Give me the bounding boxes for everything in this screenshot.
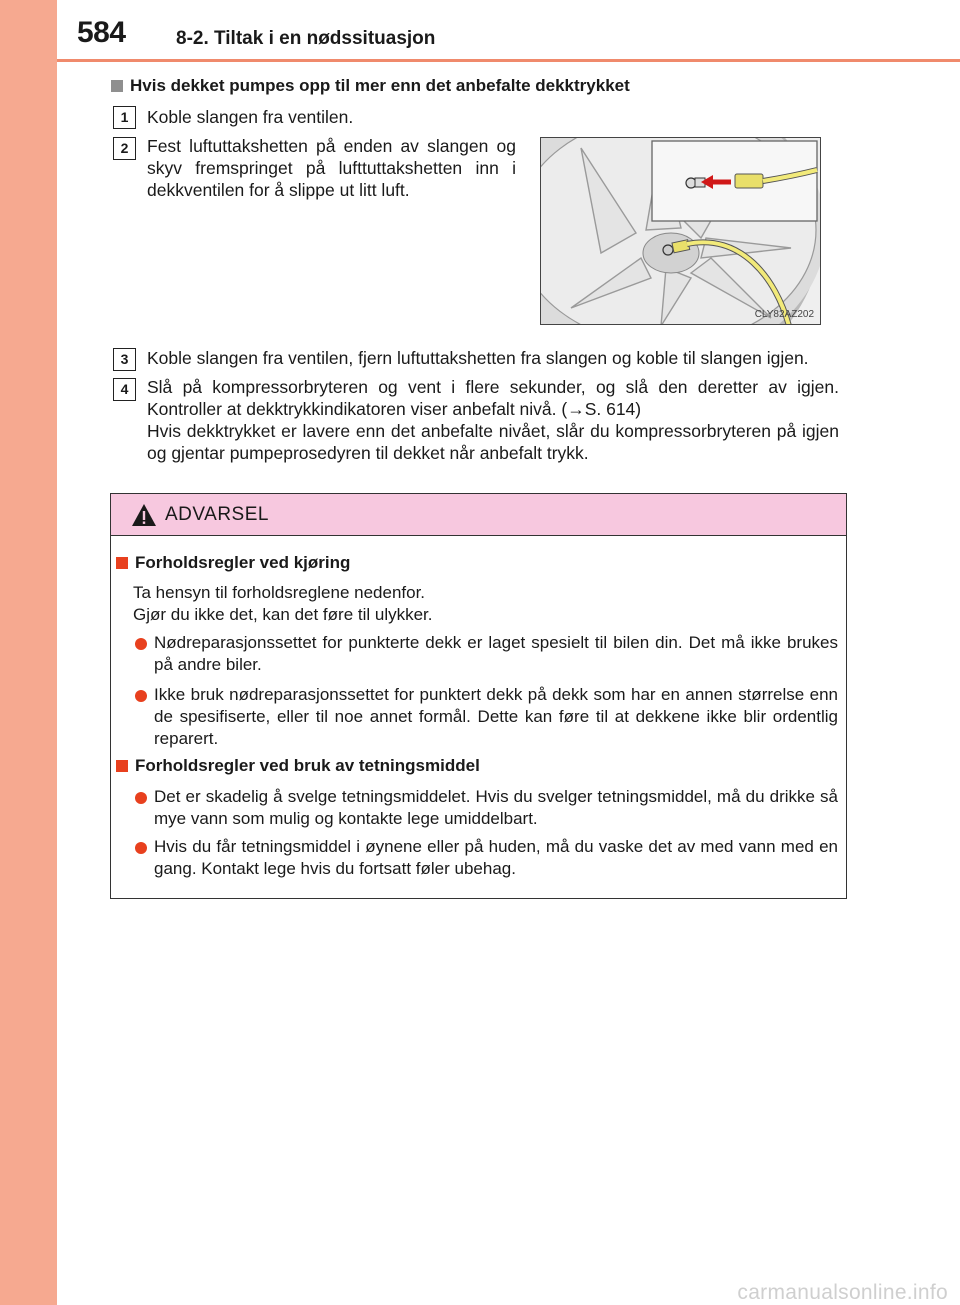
- tire-illustration: [541, 138, 821, 325]
- warning-intro-line-2: Gjør du ikke det, kan det føre til ulykker.: [133, 605, 433, 624]
- round-bullet-icon: [135, 690, 147, 702]
- step-text-4-line2: Hvis dekktrykket er lavere enn det anbefalte nivået, slår du kompressorbryteren på igjen og gjentar pumpeprosedyren til dekket når anbefalt trykk.: [147, 421, 839, 463]
- step-text-4: [147, 376, 839, 464]
- step-number-3: 3: [113, 348, 136, 371]
- round-bullet-icon: [135, 638, 147, 650]
- step-number-4: 4: [113, 378, 136, 401]
- step-text-4-line1: Slå på kompressorbryteren og vent i flere sekunder, og slå den deretter av igjen. Kontroller at dekktrykkindikatoren viser anbefalt nivå. (→S. 614): [147, 377, 839, 419]
- step-text-1: Koble slangen fra ventilen.: [147, 107, 354, 127]
- warning-intro: [133, 582, 833, 626]
- warning-header: [111, 494, 846, 536]
- step-text-2: Fest luftuttakshetten på enden av slangen og skyv fremspringet på lufttuttakshetten inn i dekkventilen for å slippe ut litt luft.: [147, 136, 516, 200]
- side-color-band: [0, 0, 57, 1305]
- warning-intro-line-1: Ta hensyn til forholdsreglene nedenfor.: [133, 583, 426, 602]
- tire-valve-figure: [540, 137, 821, 325]
- step-number-2: 2: [113, 137, 136, 160]
- step-text-3: Koble slangen fra ventilen, fjern luftuttakshetten fra slangen og koble til slangen igjen.: [147, 348, 809, 368]
- square-bullet-icon: [116, 557, 128, 569]
- round-bullet-icon: [135, 792, 147, 804]
- subheading-text: Hvis dekket pumpes opp til mer enn det anbefalte dekktrykket: [130, 76, 630, 95]
- warning-bullet-1: Nødreparasjonssettet for punkterte dekk er laget spesielt til bilen din. Det må ikke brukes på andre biler.: [154, 633, 838, 674]
- step-number-1: 1: [113, 106, 136, 129]
- subheading: [111, 76, 630, 96]
- warning-box: [110, 493, 847, 899]
- warning-triangle-icon: [131, 503, 157, 527]
- square-bullet-icon: [111, 80, 123, 92]
- watermark: carmanualsonline.info: [737, 1281, 948, 1304]
- round-bullet-icon: [135, 842, 147, 854]
- warning-section-heading-text-1: Forholdsregler ved kjøring: [135, 553, 351, 572]
- warning-bullet-4: Hvis du får tetningsmiddel i øynene eller på huden, må du vaske det av med vann med en gang. Kontakt lege hvis du fortsatt føler ubehag.: [154, 837, 838, 878]
- warning-section-heading-text-2: Forholdsregler ved bruk av tetningsmiddel: [135, 756, 480, 775]
- figure-caption: CLY82AZ202: [754, 309, 814, 320]
- warning-bullet-3: Det er skadelig å svelge tetningsmiddelet. Hvis du svelger tetningsmiddel, må du drikke så mye vann som mulig og kontakte lege umiddelbart.: [154, 787, 838, 828]
- section-title: 8-2. Tiltak i en nødssituasjon: [176, 28, 436, 49]
- warning-bullet-2: Ikke bruk nødreparasjonssettet for punktert dekk på dekk som har en annen størrelse enn de spesifiserte, eller til noe annet formål. Dette kan føre til at dekkene ikke blir ordentlig reparert.: [154, 685, 838, 748]
- warning-title: ADVARSEL: [165, 503, 269, 525]
- page-number: 584: [77, 16, 126, 49]
- warning-section-heading-2: [116, 756, 480, 776]
- square-bullet-icon: [116, 760, 128, 772]
- header-rule: [57, 59, 960, 62]
- warning-section-heading-1: [116, 553, 350, 573]
